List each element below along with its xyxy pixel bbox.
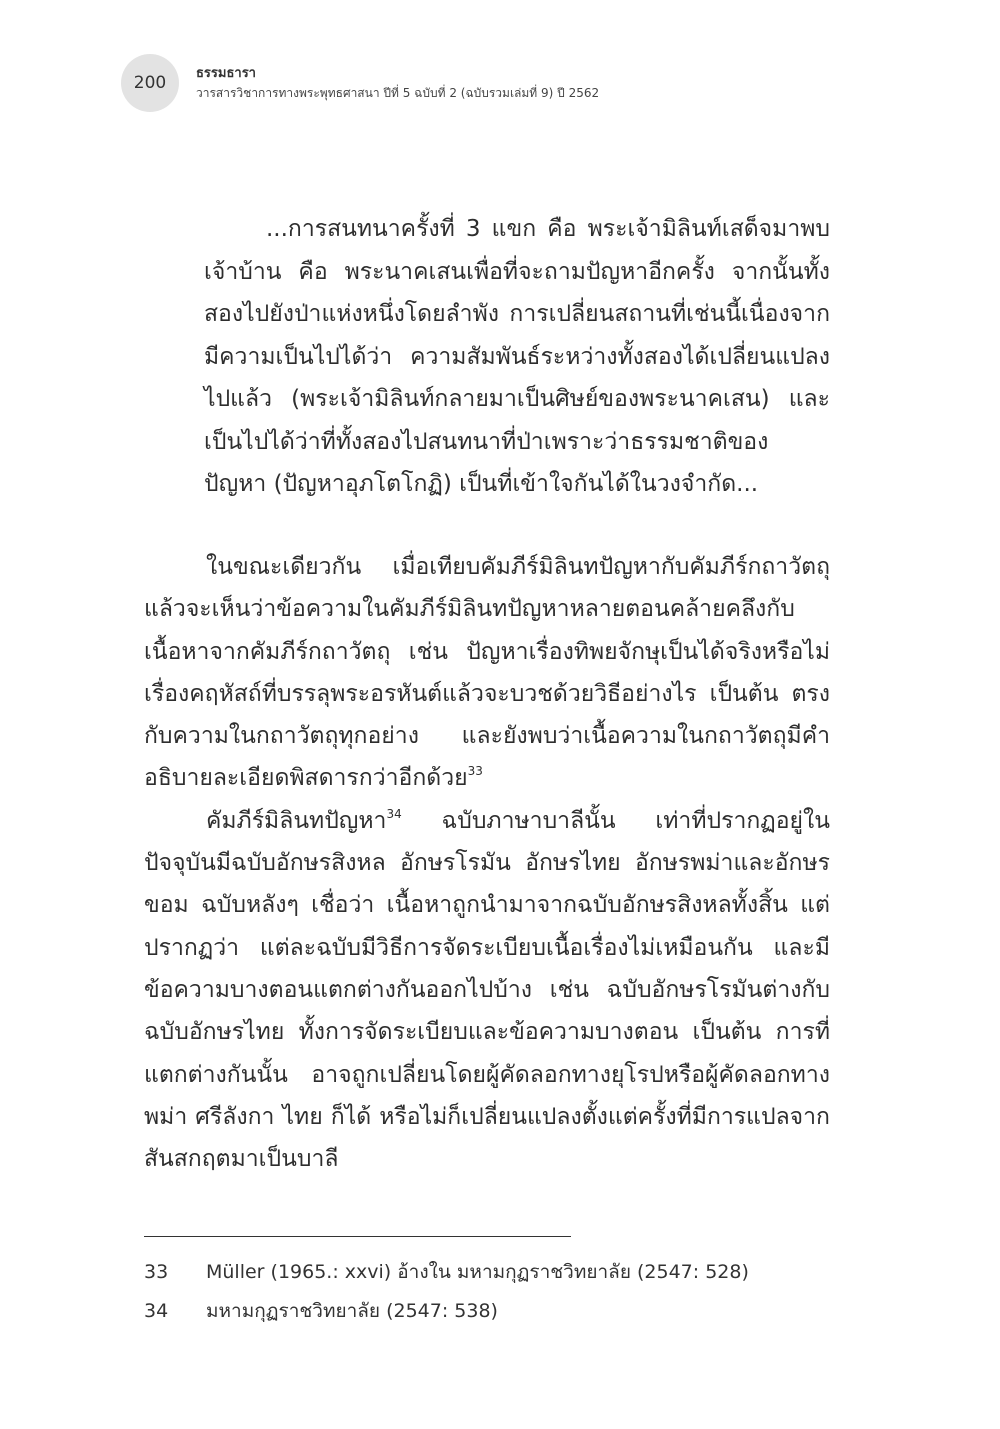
paragraph-text: คัมภีร์มิลินทปัญหา	[206, 807, 387, 834]
quote-block	[204, 208, 830, 506]
footnote	[144, 1257, 749, 1287]
footnote-text: มหามกุฏราชวิทยาลัย (2547: 538)	[206, 1300, 498, 1322]
page-number-text: 200	[133, 73, 167, 93]
journal-subtitle: วารสารวิชาการทางพระพุทธศาสนา ปีที่ 5 ฉบับที่ 2 (ฉบับรวมเล่มที่ 9) ปี 2562	[196, 86, 600, 100]
footnote-ref[interactable]: 33	[467, 764, 483, 779]
footnote-number: 34	[144, 1300, 169, 1322]
paragraph-text: ฉบับภาษาบาลีนั้น เท่าที่ปรากฏอยู่ในปัจจุบันมีฉบับอักษรสิงหล อักษรโรมัน อักษรไทย อักษรพม่าและอักษรขอม ฉบับหลังๆ เชื่อว่า เนื้อหาถูกนำมาจากฉบับอักษรสิงหลทั้งสิ้น แต่ปรากฏว่า แต่ละฉบับมีวิธีการจัดระเบียบเนื้อเรื่องไม่เหมือนกัน และมีข้อความบางตอนแตกต่างกันออกไปบ้าง เช่น ฉบับอักษรโรมันต่างกับฉบับอักษรไทย ทั้งการจัดระเบียบและข้อความบางตอน เป็นต้น การที่แตกต่างกันนั้น อาจถูกเปลี่ยนโดยผู้คัดลอกทางยุโรปหรือผู้คัดลอกทางพม่า ศรีลังกา ไทย ก็ได้ หรือไม่ก็เปลี่ยนแปลงตั้งแต่ครั้งที่มีการแปลจากสันสกฤตมาเป็นบาลี	[144, 807, 830, 1173]
paragraph-text: ในขณะเดียวกัน เมื่อเทียบคัมภีร์มิลินทปัญหากับคัมภีร์กถาวัตถุ แล้วจะเห็นว่าข้อความในคัมภีร์มิลินทปัญหาหลายตอนคล้ายคลึงกับเนื้อหาจากคัมภีร์กถาวัตถุ เช่น ปัญหาเรื่องทิพยจักษุเป็นได้จริงหรือไม่ เรื่องคฤหัสถ์ที่บรรลุพระอรหันต์แล้วจะบวชด้วยวิธีอย่างไร เป็นต้น ตรงกับความในกถาวัตถุทุกอย่าง และยังพบว่าเนื้อความในกถาวัตถุมีคำอธิบายละเอียดพิสดารกว่าอีกด้วย	[144, 554, 830, 792]
footnote-text: Müller (1965.: xxvi) อ้างใน มหามกุฏราชวิทยาลัย (2547: 528)	[206, 1261, 749, 1283]
paragraph	[144, 546, 830, 800]
quote-text: ...การสนทนาครั้งที่ 3 แขก คือ พระเจ้ามิลินท์เสด็จมาพบเจ้าบ้าน คือ พระนาคเสนเพื่อที่จะถามปัญหาอีกครั้ง จากนั้นทั้งสองไปยังป่าแห่งหนึ่งโดยลำพัง การเปลี่ยนสถานที่เช่นนี้เนื่องจากมีความเป็นไปได้ว่า ความสัมพันธ์ระหว่างทั้งสองได้เปลี่ยนแปลงไปแล้ว (พระเจ้ามิลินท์กลายมาเป็นศิษย์ของพระนาคเสน) และเป็นไปได้ว่าที่ทั้งสองไปสนทนาที่ป่าเพราะว่าธรรมชาติของปัญหา (ปัญหาอุภโตโกฏิ) เป็นที่เข้าใจกันได้ในวงจำกัด...	[204, 216, 830, 497]
page-number	[121, 54, 179, 112]
footnote	[144, 1296, 498, 1326]
journal-title: ธรรมธารา	[196, 66, 256, 81]
paragraph	[144, 800, 830, 1181]
footnote-number: 33	[144, 1261, 169, 1283]
footnote-divider	[144, 1236, 571, 1237]
footnote-ref[interactable]: 34	[386, 806, 402, 821]
main-text	[144, 546, 830, 1180]
